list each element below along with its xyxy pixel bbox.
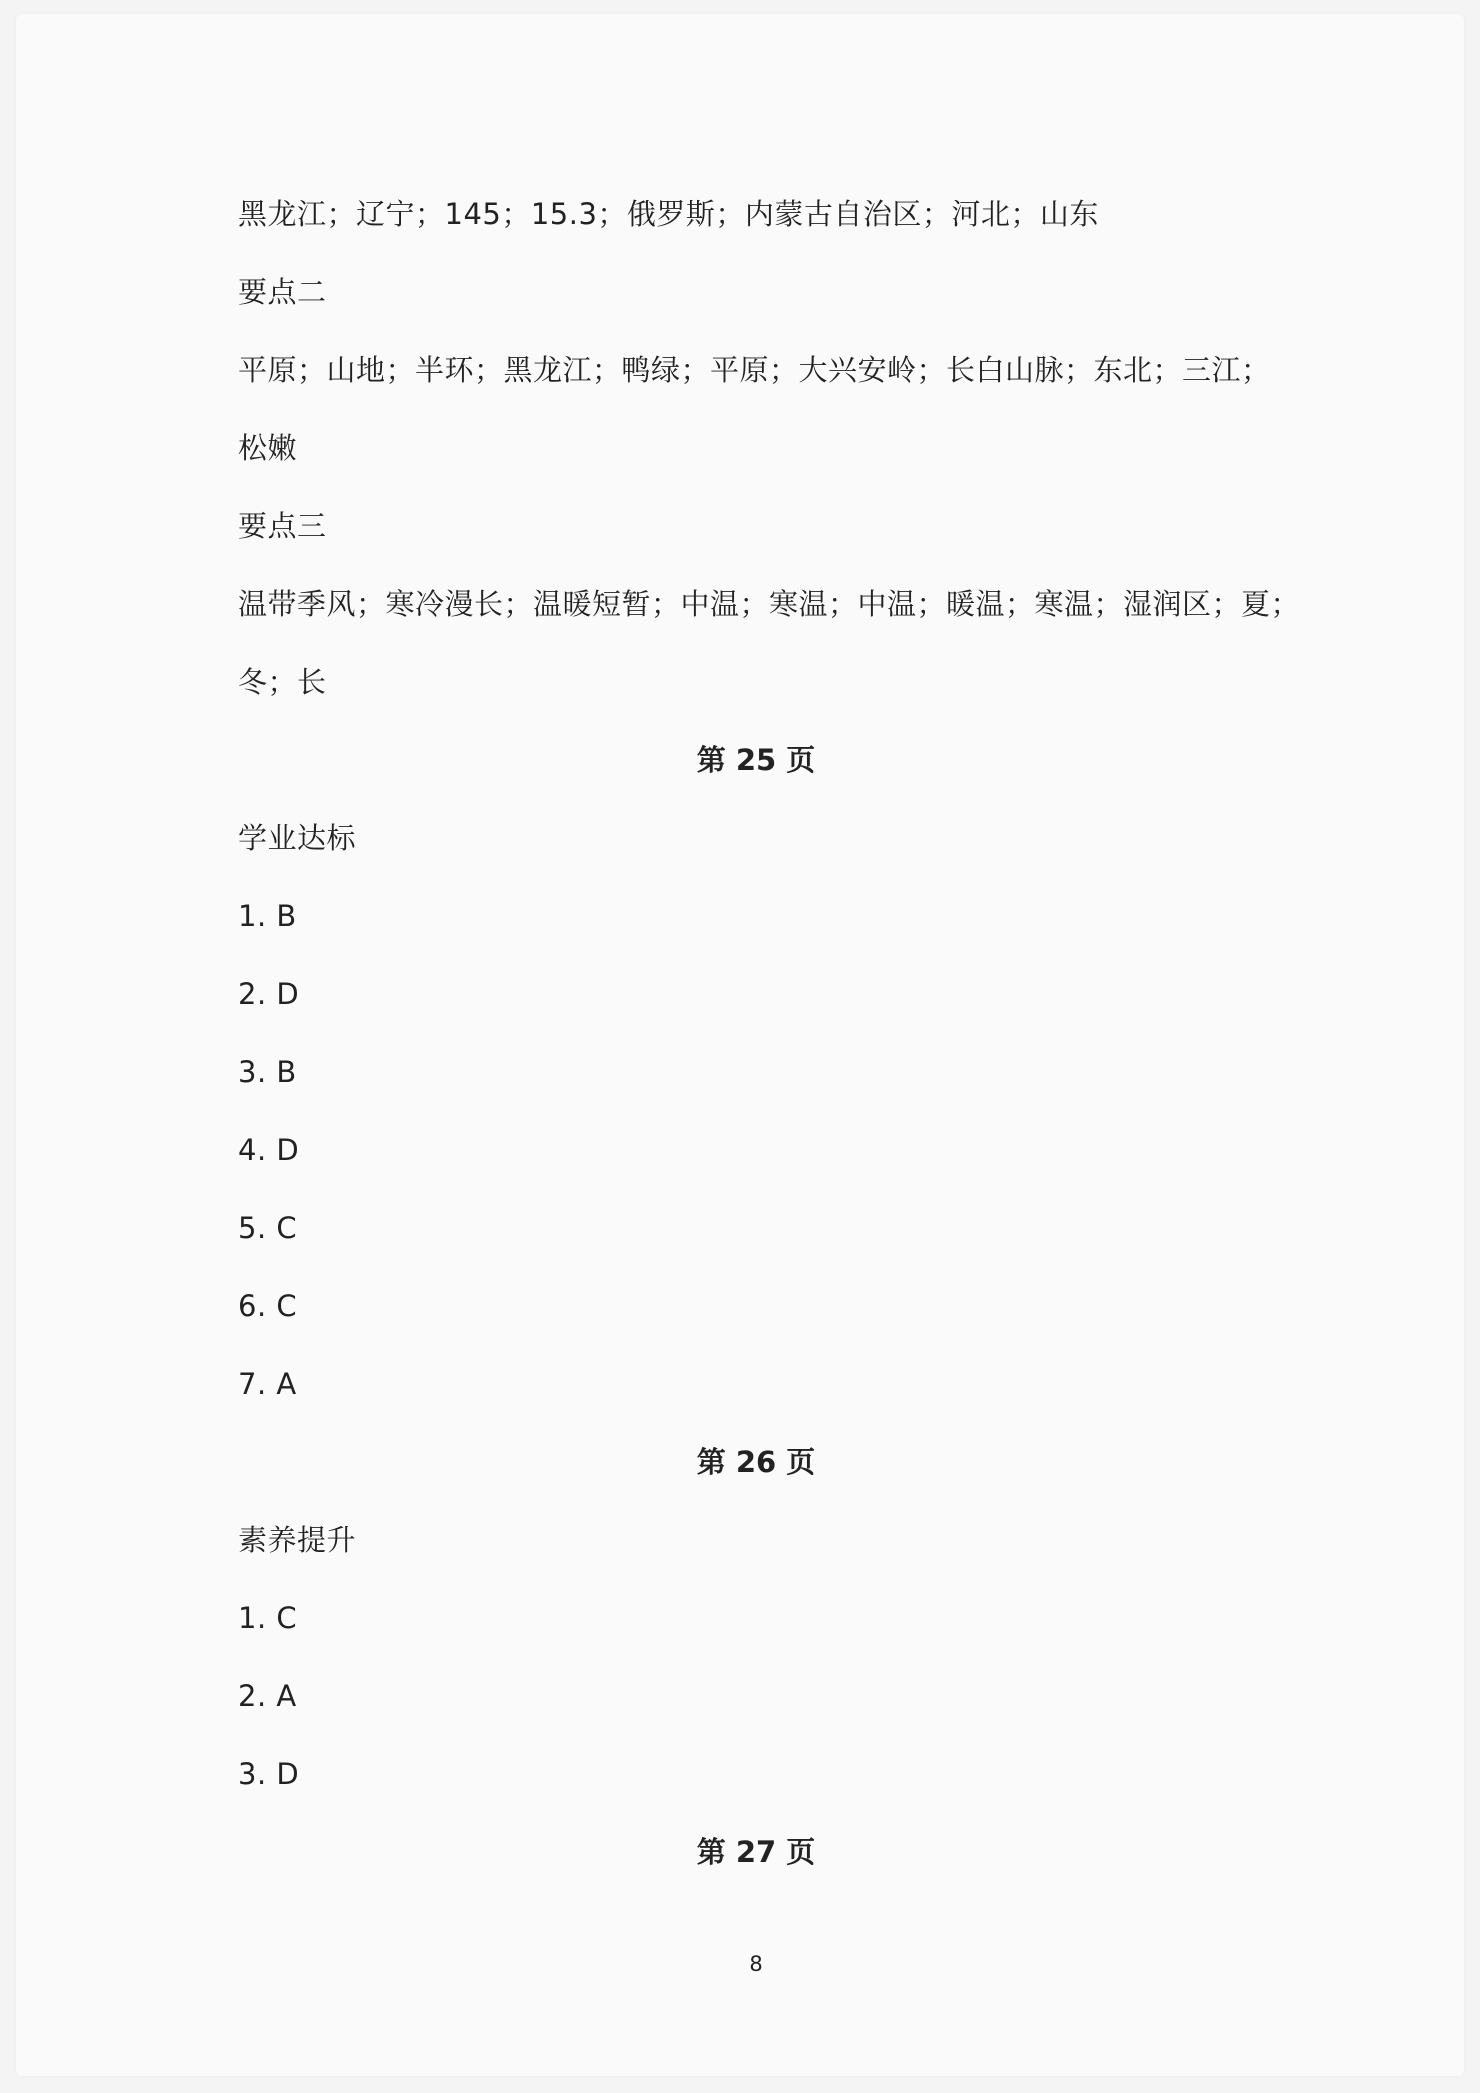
p26-answer-1: 1. C (238, 1601, 298, 1635)
answer-line-3-continued: 冬；长 (238, 665, 327, 699)
p25-answer-3: 3. B (238, 1055, 297, 1089)
answer-line-1: 黑龙江；辽宁；145；15.3；俄罗斯；内蒙古自治区；河北；山东 (238, 197, 1099, 231)
p25-answer-7: 7. A (238, 1367, 297, 1401)
p25-answer-1: 1. B (238, 899, 297, 933)
page-number: 8 (749, 1952, 763, 1976)
page-27-heading: 第 27 页 (696, 1835, 816, 1869)
answer-line-3: 温带季风；寒冷漫长；温暖短暂；中温；寒温；中温；暖温；寒温；湿润区；夏； (238, 587, 1301, 621)
key-point-2-label: 要点二 (238, 275, 327, 309)
section-title-academic-standards: 学业达标 (238, 821, 357, 855)
page-25-heading: 第 25 页 (696, 743, 816, 777)
answer-line-2: 平原；山地；半环；黑龙江；鸭绿；平原；大兴安岭；长白山脉；东北；三江； (238, 353, 1271, 387)
p25-answer-5: 5. C (238, 1211, 298, 1245)
p25-answer-2: 2. D (238, 977, 300, 1011)
p26-answer-3: 3. D (238, 1757, 300, 1791)
page-26-heading: 第 26 页 (696, 1445, 816, 1479)
p25-answer-6: 6. C (238, 1289, 298, 1323)
document-page (16, 14, 1464, 2076)
key-point-3-label: 要点三 (238, 509, 327, 543)
section-title-literacy-improvement: 素养提升 (238, 1523, 357, 1557)
answer-line-2-continued: 松嫩 (238, 431, 298, 465)
p25-answer-4: 4. D (238, 1133, 300, 1167)
p26-answer-2: 2. A (238, 1679, 297, 1713)
